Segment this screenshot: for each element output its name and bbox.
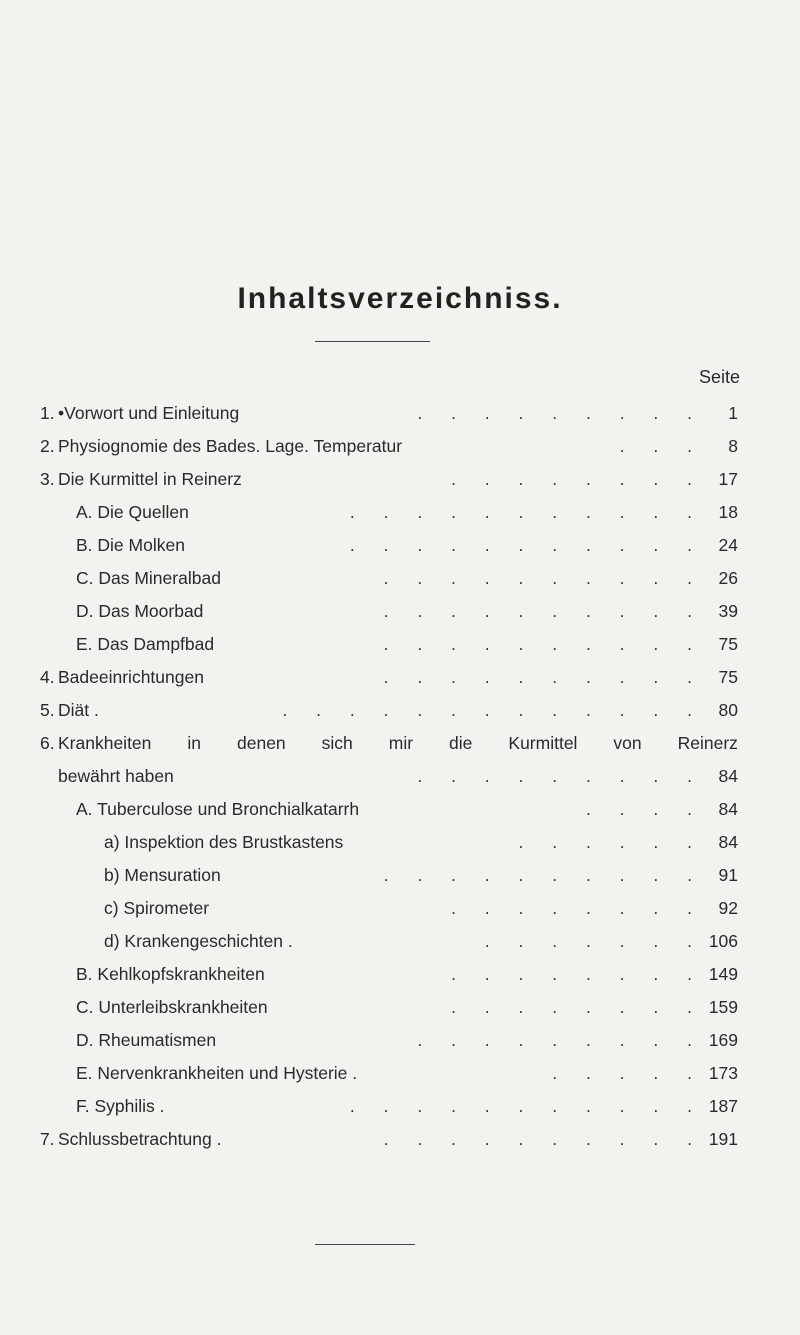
entry-page: 191 — [708, 1129, 738, 1149]
word: sich — [321, 733, 353, 753]
toc-entry — [0, 893, 800, 926]
word: von — [613, 733, 642, 753]
dot-leader: . . . . . . . . — [451, 997, 704, 1017]
entry-title: d) Krankengeschichten . — [104, 931, 293, 951]
entry-page: 39 — [718, 601, 738, 621]
entry-title: Badeeinrichtungen — [58, 667, 204, 687]
toc-entry — [0, 662, 800, 695]
entry-title: C. Das Mineralbad — [76, 568, 221, 588]
dot-leader: . . . . . . . . . — [417, 403, 704, 423]
entry-title: B. Die Molken — [76, 535, 185, 555]
dot-leader: . . . . . . . . . . — [383, 865, 704, 885]
entry-title: Schlussbetrachtung . — [58, 1129, 222, 1149]
entry-title: D. Das Moorbad — [76, 601, 204, 621]
dot-leader: . . . . . . . . . — [417, 766, 704, 786]
entry-title: Die Kurmittel in Reinerz — [58, 469, 242, 489]
dot-leader: . . . . . . . . . . — [383, 568, 704, 588]
entry-page: 91 — [718, 865, 738, 885]
entry-number: 7. — [40, 1129, 55, 1149]
entry-page: 84 — [718, 766, 738, 786]
dot-leader: . . . . . . . . — [451, 964, 704, 984]
entry-title: C. Unterleibskrankheiten — [76, 997, 268, 1017]
entry-title: E. Nervenkrankheiten und Hysterie . — [76, 1063, 358, 1083]
toc-entry — [0, 1124, 800, 1157]
entry-page: 75 — [718, 634, 738, 654]
entry-page: 84 — [718, 799, 738, 819]
dot-leader: . . . . . — [552, 1063, 704, 1083]
toc-entry — [0, 563, 800, 596]
toc-entry — [0, 761, 800, 794]
toc-entry — [0, 1025, 800, 1058]
entry-title: •Vorwort und Einleitung — [58, 403, 240, 423]
column-header-seite: Seite — [698, 367, 740, 387]
dot-leader: . . . . . . . . . . . — [349, 535, 704, 555]
toc-entry — [0, 695, 800, 728]
entry-title: D. Rheumatismen — [76, 1030, 217, 1050]
entry-number: 1. — [40, 403, 55, 423]
entry-page: 173 — [708, 1063, 738, 1083]
entry-title: b) Mensuration — [104, 865, 221, 885]
entry-page: 149 — [708, 964, 738, 984]
word: denen — [237, 733, 286, 753]
entry-page: 26 — [718, 568, 738, 588]
dot-leader: . . . . . . . . . . — [383, 1129, 704, 1149]
dot-leader: . . . . . . . . . . . — [349, 502, 704, 522]
word: Kurmittel — [508, 733, 578, 753]
entry-page: 18 — [718, 502, 738, 522]
entry-number: 4. — [40, 667, 55, 687]
entry-number: 6. — [40, 733, 55, 753]
entry-number: 5. — [40, 700, 55, 720]
dot-leader: . . . . . . . . . . . — [349, 1096, 704, 1116]
entry-number: 3. — [40, 469, 55, 489]
entry-title: E. Das Dampfbad — [76, 634, 215, 654]
toc-entry — [0, 398, 800, 431]
toc-entry — [0, 596, 800, 629]
entry-title: Diät . — [58, 700, 99, 720]
toc-entry — [0, 827, 800, 860]
dot-leader: . . . . . . . . — [451, 469, 704, 489]
entry-page: 80 — [718, 700, 738, 720]
entry-title: B. Kehlkopfskrankheiten — [76, 964, 265, 984]
toc-entry — [0, 497, 800, 530]
toc-entry — [0, 530, 800, 563]
dot-leader: . . . . . . . . . . — [383, 667, 704, 687]
dot-leader: . . . . . . . . . . . . . — [282, 700, 704, 720]
entry-page: 84 — [718, 832, 738, 852]
dot-leader: . . . . — [585, 799, 704, 819]
entry-title — [58, 733, 738, 754]
dot-leader: . . . . . . . . . . — [383, 601, 704, 621]
toc-entry — [0, 431, 800, 464]
page-title: Inhaltsverzeichniss. — [237, 282, 563, 315]
toc-entry — [0, 860, 800, 893]
word: die — [449, 733, 473, 753]
toc-entry — [0, 629, 800, 662]
dot-leader: . . . — [619, 436, 704, 456]
table-of-contents — [0, 398, 800, 1157]
word: in — [187, 733, 202, 753]
entry-title: bewährt haben — [58, 766, 174, 786]
toc-entry — [0, 992, 800, 1025]
entry-page: 92 — [718, 898, 738, 918]
toc-entry — [0, 926, 800, 959]
entry-page: 187 — [708, 1096, 738, 1116]
word: Krankheiten — [58, 733, 152, 753]
word: mir — [388, 733, 414, 753]
entry-title: A. Die Quellen — [76, 502, 189, 522]
dot-leader: . . . . . . . . . — [417, 1030, 704, 1050]
dot-leader: . . . . . . . . — [451, 898, 704, 918]
toc-entry — [0, 794, 800, 827]
toc-entry — [0, 959, 800, 992]
entry-title: c) Spirometer — [104, 898, 210, 918]
entry-page: 17 — [718, 469, 738, 489]
word: Reinerz — [677, 733, 738, 753]
title-rule — [315, 341, 430, 342]
entry-page: 8 — [728, 436, 738, 456]
toc-entry — [0, 728, 800, 761]
entry-page: 75 — [718, 667, 738, 687]
entry-title: F. Syphilis . — [76, 1096, 165, 1116]
dot-leader: . . . . . . — [518, 832, 704, 852]
entry-page: 159 — [708, 997, 738, 1017]
entry-page: 1 — [728, 403, 738, 423]
toc-entry — [0, 1058, 800, 1091]
toc-entry — [0, 1091, 800, 1124]
dot-leader: . . . . . . . — [484, 931, 704, 951]
entry-title: a) Inspektion des Brustkastens — [104, 832, 344, 852]
toc-entry — [0, 464, 800, 497]
entry-page: 106 — [708, 931, 738, 951]
entry-title: Physiognomie des Bades. Lage. Temperatur — [58, 436, 403, 456]
entry-title: A. Tuberculose und Bronchialkatarrh — [76, 799, 360, 819]
closing-rule — [315, 1244, 415, 1245]
entry-number: 2. — [40, 436, 55, 456]
entry-page: 24 — [718, 535, 738, 555]
entry-page: 169 — [708, 1030, 738, 1050]
dot-leader: . . . . . . . . . . — [383, 634, 704, 654]
